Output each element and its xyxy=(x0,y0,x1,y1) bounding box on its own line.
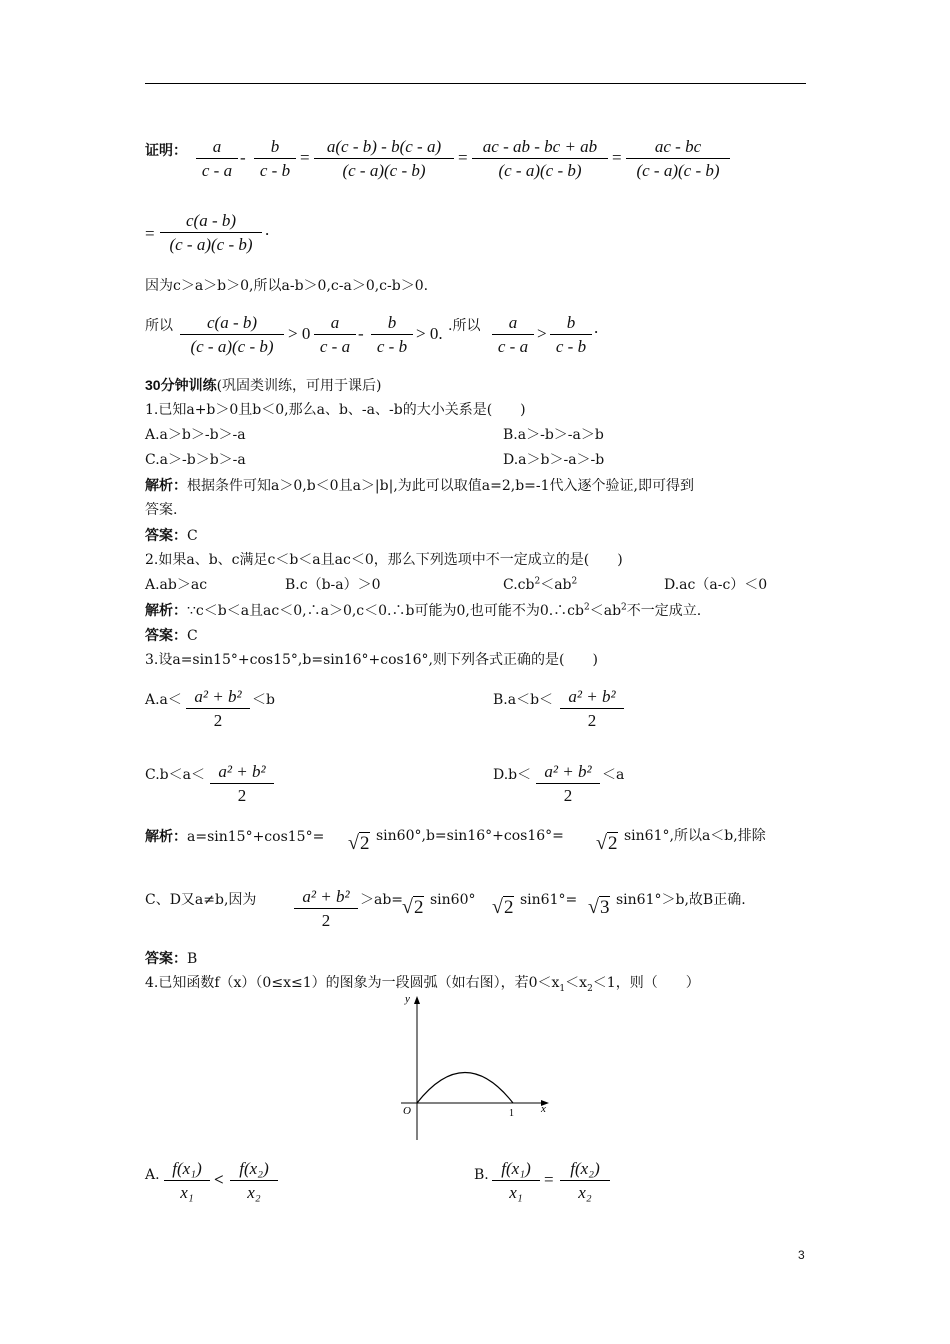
q3-option-d-label: D.b＜ xyxy=(493,767,532,783)
q3-analysis-part4: C、D又a≠b,因为 xyxy=(145,892,257,908)
q3-option-a-tail: ＜b xyxy=(252,692,275,708)
proof-label: 证明： xyxy=(145,142,187,158)
q3-answer xyxy=(145,948,197,969)
section-title-rest: (巩固类训练，可用于课后) xyxy=(216,378,382,394)
so-label-2: .所以 xyxy=(448,318,481,334)
fraction-f-x1-over-x1: f(x₁) x₁ xyxy=(164,1158,210,1205)
fraction-result: c(a - b) (c - a)(c - b) xyxy=(180,312,284,359)
q1-analysis-text: 根据条件可知a＞0,b＜0且a＞|b|,为此可以取值a=2,b=-1代入逐个验证,即可得到 xyxy=(187,478,694,494)
analysis-label: 解析： xyxy=(145,602,187,618)
minus-sign: - xyxy=(240,148,246,167)
q1-option-b: B.a＞-b＞-a＞b xyxy=(503,427,604,443)
q2-option-b: B.c（b-a）＞0 xyxy=(285,577,381,593)
q2-answer xyxy=(145,625,198,646)
q3-answer-value: B xyxy=(187,951,198,967)
q2-option-d: D.ac（a-c）＜0 xyxy=(664,577,768,593)
section-title xyxy=(145,375,382,396)
q3-analysis-part3: sin61°,所以a＜b,排除 xyxy=(624,828,766,844)
fraction-step-1: a(c - b) - b(c - a) (c - a)(c - b) xyxy=(314,136,454,183)
so-label: 所以 xyxy=(145,318,173,334)
x-axis-label: x xyxy=(541,1103,546,1115)
q3-option-b-label: B.a＜b＜ xyxy=(493,692,554,708)
sqrt-2: √2 xyxy=(402,896,424,918)
q3-analysis: 解析：a=sin15°+cos15°= xyxy=(145,828,325,845)
fraction-b-over-c-minus-b: b c - b xyxy=(254,136,296,183)
period: . xyxy=(594,318,599,337)
fraction-mean-square: a² + b² 2 xyxy=(536,761,600,808)
q1-answer-value: C xyxy=(187,528,198,544)
less-than-sign: < xyxy=(214,1170,224,1189)
fraction-f-x2-over-x2: f(x₂) x₂ xyxy=(230,1158,278,1205)
answer-label: 答案： xyxy=(145,627,187,643)
gt-zero: > 0 xyxy=(288,324,311,343)
q2-stem: 2.如果a、b、c满足c＜b＜a且ac＜0，那么下列选项中不一定成立的是( ) xyxy=(145,552,623,568)
one-label: 1 xyxy=(509,1108,514,1119)
section-title-bold: 30分钟训练 xyxy=(145,377,217,393)
q1-option-a: A.a＞b＞-b＞-a xyxy=(145,427,246,443)
because-line: 因为c＞a＞b＞0,所以a-b＞0,c-a＞0,c-b＞0. xyxy=(145,278,429,294)
gt-sign: > xyxy=(537,324,547,343)
q3-analysis-part6: sin60° xyxy=(430,892,476,908)
fraction-f-x2-over-x2: f(x₂) x₂ xyxy=(560,1158,610,1205)
q3-option-a-label: A.a＜ xyxy=(145,692,182,708)
q2-option-c: $C.cb^2<ab^2$ xyxy=(503,576,578,593)
sqrt-2: √2 xyxy=(348,832,370,854)
equals-sign: = xyxy=(145,224,155,243)
period: . xyxy=(265,220,270,239)
fraction-mean-square: a² + b² 2 xyxy=(210,761,274,808)
minus-sign: - xyxy=(358,324,364,343)
fraction-step-2: ac - ab - bc + ab (c - a)(c - b) xyxy=(472,136,608,183)
header-rule xyxy=(145,83,806,84)
q3-analysis-part2: sin60°,b=sin16°+cos16°= xyxy=(376,828,564,844)
analysis-label: 解析： xyxy=(145,828,187,844)
arc-graph xyxy=(395,990,565,1145)
answer-label: 答案： xyxy=(145,950,187,966)
gt-zero: > 0. xyxy=(416,324,443,343)
q1-answer xyxy=(145,525,198,546)
fraction-step-3: ac - bc (c - a)(c - b) xyxy=(626,136,730,183)
q1-stem: 1.已知a+b＞0且b＜0,那么a、b、-a、-b的大小关系是( ) xyxy=(145,402,526,418)
q3-option-c-label: C.b＜a＜ xyxy=(145,767,205,783)
fraction-a-over-c-minus-a: a c - a xyxy=(314,312,356,359)
fraction-a-over-c-minus-a: a c - a xyxy=(196,136,238,183)
sqrt-2: √2 xyxy=(596,832,618,854)
y-axis-label: y xyxy=(405,993,410,1005)
q1-analysis xyxy=(145,475,694,496)
answer-label: 答案： xyxy=(145,527,187,543)
fraction-result: c(a - b) (c - a)(c - b) xyxy=(160,210,262,257)
q4-option-a-label: A. xyxy=(145,1167,160,1183)
equals-sign: = xyxy=(544,1170,554,1189)
q3-analysis-part7: sin61°= xyxy=(520,892,578,908)
analysis-label: 解析： xyxy=(145,477,187,493)
equals-sign: = xyxy=(300,148,310,167)
equals-sign: = xyxy=(612,148,622,167)
q1-option-d: D.a＞b＞-a＞-b xyxy=(503,452,605,468)
q4-stem: 4.已知函数f（x）（0≤x≤1）的图象为一段圆弧（如右图），若$0<x_1<x_2<1$，则（ ） xyxy=(145,975,700,994)
fraction-mean-square: a² + b² 2 xyxy=(186,686,250,733)
fraction-f-x1-over-x1: f(x₁) x₁ xyxy=(492,1158,540,1205)
q2-option-a: A.ab＞ac xyxy=(145,577,208,593)
q1-option-c: C.a＞-b＞b＞-a xyxy=(145,452,246,468)
equals-sign: = xyxy=(458,148,468,167)
sqrt-3: √3 xyxy=(588,896,610,918)
arc-curve xyxy=(417,1073,513,1104)
page-number: 3 xyxy=(798,1248,805,1262)
q4-option-b-label: B. xyxy=(474,1167,489,1183)
fraction-mean-square: a² + b² 2 xyxy=(294,886,358,933)
fraction-b-over-c-minus-b: b c - b xyxy=(550,312,592,359)
q3-stem: 3.设a=sin15°+cos15°,b=sin16°+cos16°,则下列各式正确的是( ) xyxy=(145,652,598,668)
q2-answer-value: C xyxy=(187,628,198,644)
fraction-b-over-c-minus-b: b c - b xyxy=(371,312,413,359)
q2-analysis: 解析：∵c＜b＜a且ac＜0,∴a＞0,c＜0.∴b可能为0,也可能不为$0.\therefore cb^2<ab^2$不一定成立. xyxy=(145,602,702,619)
y-axis-arrow xyxy=(414,996,420,1004)
sqrt-2: √2 xyxy=(492,896,514,918)
fraction-a-over-c-minus-a: a c - a xyxy=(492,312,534,359)
origin-label: O xyxy=(403,1105,411,1117)
q3-analysis-part5: ＞ab= xyxy=(360,892,404,908)
fraction-mean-square: a² + b² 2 xyxy=(560,686,624,733)
q1-analysis-cont: 答案. xyxy=(145,502,178,518)
q3-analysis-part8: sin61°＞b,故B正确. xyxy=(616,892,746,908)
q3-option-d-tail: ＜a xyxy=(602,767,625,783)
